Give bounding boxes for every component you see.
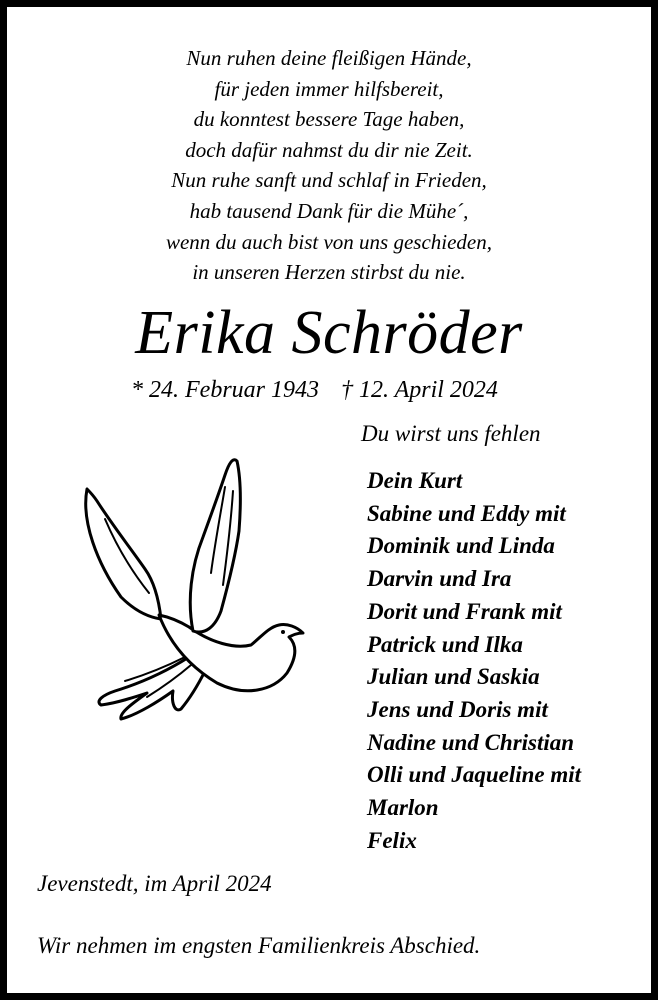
poem-line: doch dafür nahmst du dir nie Zeit.	[185, 137, 473, 162]
life-dates	[131, 375, 498, 405]
mourner-line: Julian und Saskia	[367, 664, 540, 690]
dove-icon	[75, 451, 311, 727]
mourners-list	[367, 465, 581, 857]
farewell-note: Wir nehmen im engsten Familienkreis Abschied.	[37, 933, 481, 958]
poem-line: für jeden immer hilfsbereit,	[214, 76, 444, 101]
mourner-line: Jens und Doris mit	[367, 696, 548, 722]
poem-line: wenn du auch bist von uns geschieden,	[165, 229, 493, 254]
poem-line: in unseren Herzen stirbst du nie.	[192, 260, 466, 285]
death-date: † 12. April 2024	[341, 377, 498, 403]
poem-line: Nun ruhen deine fleißigen Hände,	[186, 46, 472, 70]
mourner-line: Nadine und Christian	[367, 729, 575, 755]
birth-date: * 24. Februar 1943	[131, 377, 319, 403]
deceased-name: Erika Schröder	[135, 299, 523, 367]
mourner-line: Dominik und Linda	[367, 533, 555, 559]
mourner-line: Darvin und Ira	[367, 566, 512, 592]
mourner-line: Dein Kurt	[367, 468, 463, 493]
mourner-line: Felix	[367, 827, 417, 853]
poem	[7, 43, 651, 288]
mourner-line: Olli und Jaqueline mit	[367, 762, 582, 788]
mourner-line: Marlon	[367, 795, 439, 821]
poem-line: Nun ruhe sanft und schlaf in Frieden,	[171, 168, 487, 193]
mourner-line: Sabine und Eddy mit	[367, 500, 566, 526]
mourner-line: Dorit und Frank mit	[367, 598, 562, 624]
poem-line: du konntest bessere Tage haben,	[193, 107, 465, 132]
poem-line: hab tausend Dank für die Mühe´,	[189, 198, 469, 223]
mourner-line: Patrick und Ilka	[367, 631, 523, 657]
motto: Du wirst uns fehlen	[361, 421, 541, 446]
place-and-date: Jevenstedt, im April 2024	[37, 871, 272, 896]
